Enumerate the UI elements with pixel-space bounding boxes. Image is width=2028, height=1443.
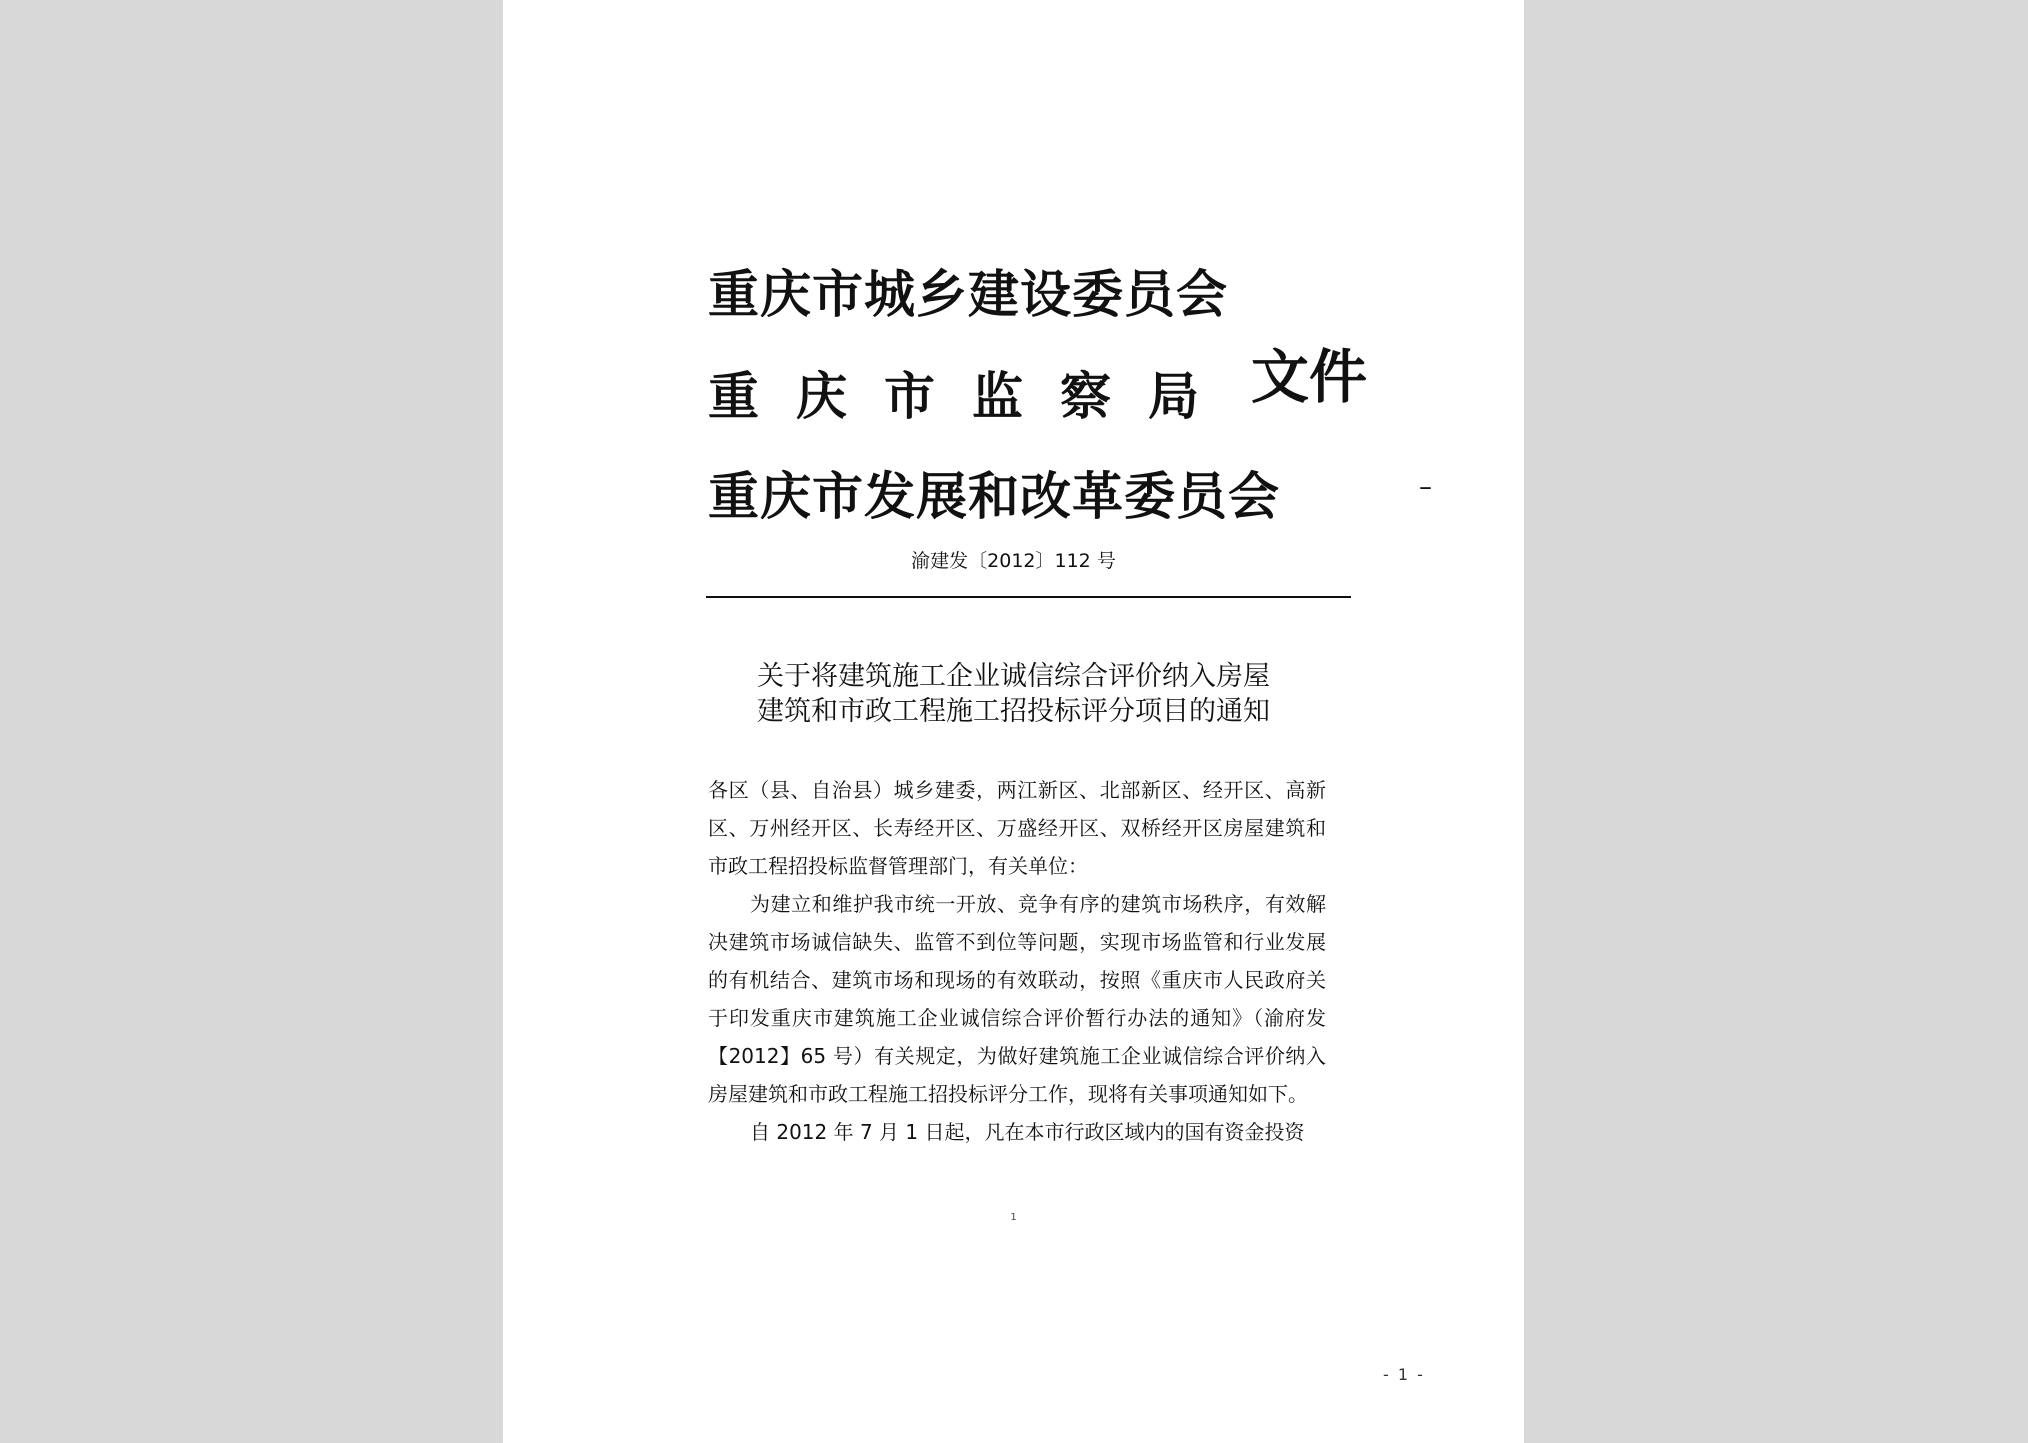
issuing-org-construction-committee: 重庆市城乡建设委员会 [708,266,1229,325]
notice-title-line-1: 关于将建筑施工企业诚信综合评价纳入房屋 [757,661,1270,692]
document-page [503,0,1524,1443]
document-type-label: 文件 [1251,343,1368,411]
body-paragraph-1: 为建立和维护我市统一开放、竞争有序的建筑市场秩序，有效解决建筑市场诚信缺失、监管不到位等问题，实现市场监管和行业发展的有机结合、建筑市场和现场的有效联动，按照《重庆市人民政府关于印发重庆市建筑施工企业诚信综合评价暂行办法的通知》（渝府发【2012】65 号）有关规定，为做好建筑施工企业诚信综合评价纳入房屋建筑和市政工程施工招投标评分工作，现将有关事项通知如下。 [708,892,1326,1106]
side-mark: – [1419,472,1432,502]
issuing-org-supervision-bureau: 重庆市监察局 [708,368,1237,427]
inline-page-number: 1 [1010,1212,1017,1223]
notice-body [708,771,1326,1151]
document-number: 渝建发〔2012〕112 号 [911,550,1116,572]
issuing-org-development-reform-committee: 重庆市发展和改革委员会 [708,468,1281,527]
body-paragraph-2: 自 2012 年 7 月 1 日起，凡在本市行政区域内的国有资金投资 [750,1120,1305,1144]
addressees-paragraph: 各区（县、自治县）城乡建委，两江新区、北部新区、经开区、高新区、万州经开区、长寿经开区、万盛经开区、双桥经开区房屋建筑和市政工程招投标监督管理部门，有关单位： [708,778,1326,878]
notice-title-line-2: 建筑和市政工程施工招投标评分项目的通知 [757,696,1270,727]
header-divider [706,596,1351,598]
footer-page-number: - 1 - [1383,1365,1425,1384]
